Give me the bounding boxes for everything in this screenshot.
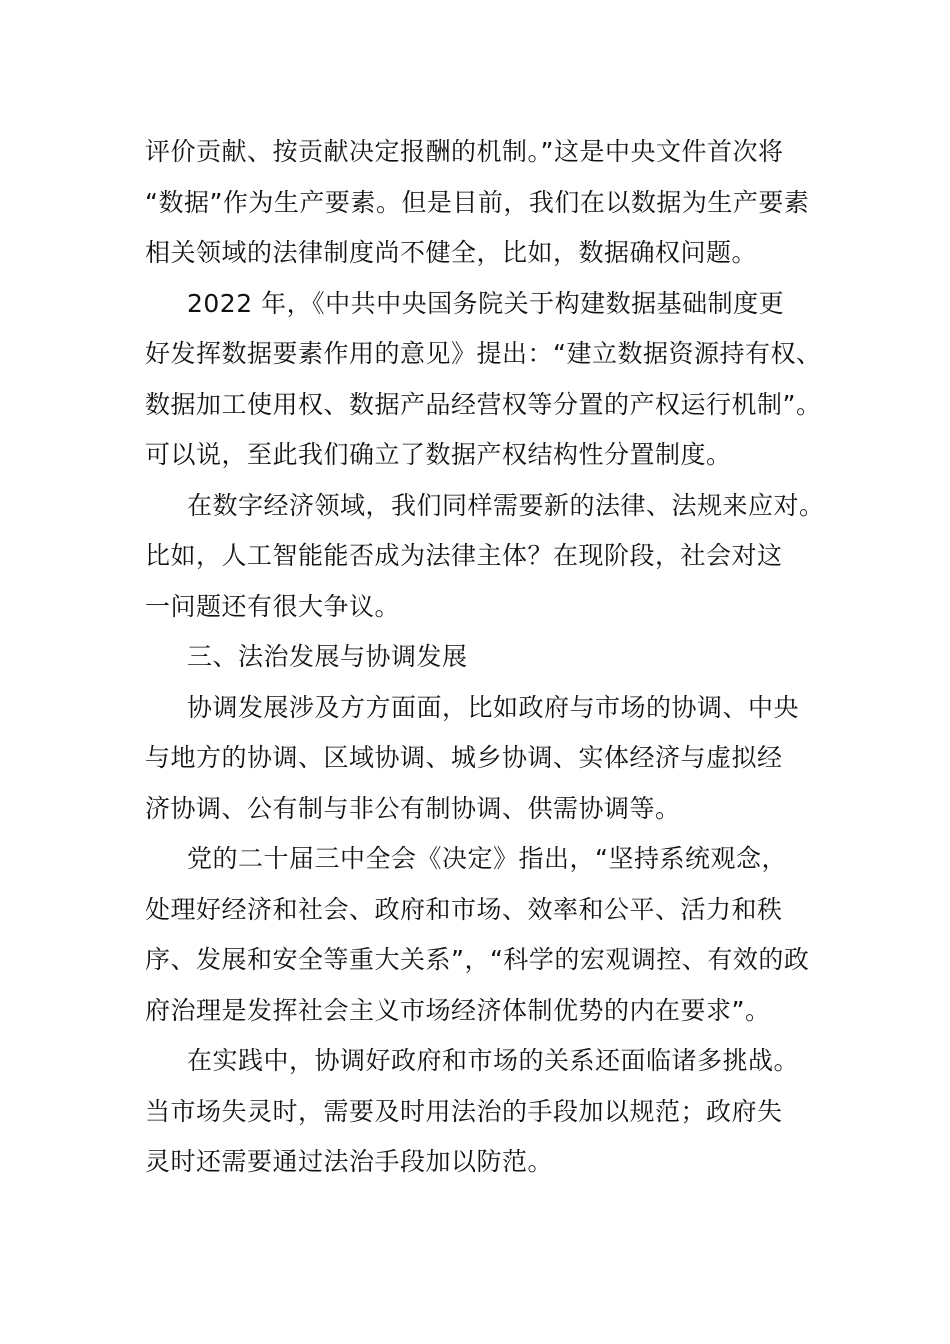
- text-line: 府治理是发挥社会主义市场经济体制优势的内在要求”。: [145, 995, 771, 1025]
- text-line: 评价贡献、按贡献决定报酬的机制。”这是中央文件首次将: [145, 137, 784, 166]
- paragraph-start-line: 在数字经济领域，我们同样需要新的法律、法规来应对。: [187, 490, 825, 520]
- body-text: [145, 127, 825, 1188]
- text-line: 比如，人工智能能否成为法律主体？在现阶段，社会对这: [145, 541, 783, 570]
- text-line: 当市场失灵时，需要及时用法治的手段加以规范；政府失: [145, 1096, 783, 1126]
- text-line: 灵时还需要通过法治手段加以防范。: [145, 1147, 554, 1176]
- text-line: 数据加工使用权、数据产品经营权等分置的产权运行机制”。: [145, 389, 822, 419]
- text-line: 可以说，至此我们确立了数据产权结构性分置制度。: [145, 440, 732, 469]
- text-line: 序、发展和安全等重大关系”，“科学的宏观调控、有效的政: [145, 945, 810, 974]
- text-line: 济协调、公有制与非公有制协调、供需协调等。: [145, 793, 681, 823]
- paragraph-start-line: 在实践中，协调好政府和市场的关系还面临诸多挑战。: [187, 1046, 800, 1075]
- text-line: 好发挥数据要素作用的意见》提出：“建立数据资源持有权、: [145, 339, 822, 368]
- text-line: “数据”作为生产要素。但是目前，我们在以数据为生产要素: [145, 187, 810, 217]
- section-heading: 三、法治发展与协调发展: [187, 642, 468, 671]
- text-line: 相关领域的法律制度尚不健全，比如，数据确权问题。: [145, 238, 758, 267]
- paragraph-start-line: 协调发展涉及方方面面，比如政府与市场的协调、中央: [187, 692, 800, 722]
- text-line: 一问题还有很大争议。: [145, 591, 401, 621]
- paragraph-start-line: 党的二十届三中全会《决定》指出，“坚持系统观念，: [187, 844, 787, 873]
- text-line: 与地方的协调、区域协调、城乡协调、实体经济与虚拟经: [145, 743, 783, 772]
- paragraph-start-line: 2022 年，《中共中央国务院关于构建数据基础制度更: [187, 288, 785, 318]
- text-line: 处理好经济和社会、政府和市场、效率和公平、活力和秩: [145, 894, 783, 924]
